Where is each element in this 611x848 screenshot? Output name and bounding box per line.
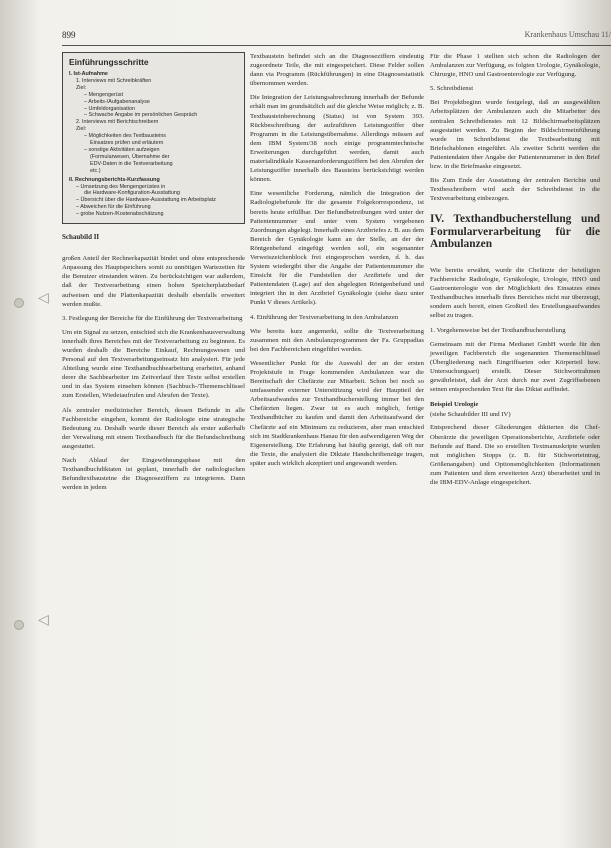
einfuehrungsschritte-box	[62, 52, 245, 224]
paragraph: 1. Vorgehensweise bei der Texthandbucherstellung	[430, 326, 566, 334]
paragraph: Wie bereits erwähnt, wurde die Chefärzte der beteiligten Fachbereiche Radiologie, Gynäkologie, Urologie, HNO und Gastroenterologie von der Möglichkeit des Einsatzes eines Texthandbuches innerhalb ihres Bereiches nicht nur überzeugt, sondern auch bereit, einen Großteil des Erstellungsaufwandes selbst zu tragen.	[430, 267, 600, 320]
paragraph: Bis Zum Ende der Ausstattung der zentralen Berichte und Textbeschreibern wird auch der Schreibdienst in die Textverarbeitung einbezogen.	[430, 177, 600, 203]
box-list-item: Ziel:	[76, 126, 87, 133]
box-list-item: – Mengengerüst	[84, 91, 123, 98]
paragraph: großen Anteil der Rechnerkapazität bindet und ohne entsprechende Anpassung des Hauptspeichers somit zu unnötigen Wartezeiten für die Benutzer einstanden wären. Zu berücksichtigen war außerdem, daß der Textverarbeitung einen hohen Speicherplatzbedarf aufweisen und die Plattenkapazität deshalb ebenfalls erweitert werden mußte.	[62, 255, 245, 308]
margin-mark: ◁	[38, 291, 49, 306]
paragraph: 4. Einführung der Textverarbeitung in den Ambulanzen	[250, 313, 399, 321]
box-list-item: – Umfeldorganisation	[84, 105, 135, 112]
column-1	[62, 52, 245, 497]
box-list-item: Ziel:	[76, 84, 87, 91]
box-list-item: – Möglichkeiten des Textbausteins	[84, 133, 167, 140]
example-title: Beispiel Urologie	[430, 401, 479, 409]
column-3-final-paragraph: Entsprechend dieser Gliederungen diktierten die Chef-Oberärzte die jeweiligen Operationsberichte, Arztbriefe oder Befunde auf Band. Die so erstellten Textmanuskripte wurden mit möglichen Stopps (z. B. für Stichworteintrag, Größenangaben) und Optionsmöglichkeiten (Informationen zum Patienten und dem erweiterten Arzt) überarbeitet und in die IBM-EDV-Anlage eingespeichert.	[430, 424, 600, 486]
header-rule	[62, 45, 611, 46]
column-3	[430, 52, 600, 487]
paragraph: Die Integration der Leistungsabrechnung innerhalb der Befunde erhält man im grundsätzlich auf die gleiche Weise möglich; z. B. Textbausteinberechnung (Status) ist von System 393. Rückbeschreibung der aufzuführen Leistungsziffer über Programm in die Leistungsübernahme. Allerdings müssen auf dem IBM System/38 noch einige programmtechnische Erweiterungen durchgeführt werden, damit auch materialindikale Kassenanforderungsziffern bei den Abrufen der Leistungsziffer innerhalb des Bausteins berücksichtigt werden können.	[250, 94, 424, 184]
column-3-text-top	[430, 52, 600, 203]
box-list-item: – Schwache Angabe im persönlichen Gespräch	[84, 112, 198, 119]
paragraph: Für die Phase 1 stellten sich schon die Radiologen der Ambulanzen zur Verfügung, es folgten Urologie, Gynäkologie, Chirurgie, HNO und Gastroenterologie zur Verfügung.	[430, 53, 600, 79]
paragraph: Textbaustein befindet sich an die Diagnoseziffern eindeutig zugeordnete Teile, die mit eingespeichert. Diese Felder sollen dann via Programm (Rückführungen) in eine Diagnosestatistik übernommen werden.	[250, 53, 424, 88]
paragraph: Eine wesentliche Forderung, nämlich die Integration der Radiologiebefunde für die gesamte Folgekorrespondenz, ist bereits heute erfüllbar. Der Befundbetreibungen wird unter der Patientennummer und unter vom System vergebenen Zuordnungen abgelegt. Innerhalb eines Arztbriefes z. B. aus dem Bereich der Gynäkologie kann an der Stelle, an der der Röntgenbefund eingefügt werden soll, ein sogenannter Verweiszeichenblock frei eingesprochen werden, d. h. das System wiedergibt über die Angabe der Patientennummer die Einsicht für die Fundstellen der Arztbriefe und der Patientendaten (Lage) auf den abgelegten Röntgenbefund und integriert ihn in den Arztbrief Gynäkologie (siehe dazu unter Punkt V dieses Artikels).	[250, 190, 425, 307]
box-list-item: etc.)	[90, 167, 101, 174]
margin-mark: ◁	[38, 613, 49, 628]
punch-hole	[14, 298, 24, 308]
paragraph: Wesentlicher Punkt für die Auswahl der an der ersten Projektstufe in Frage kommenden Ambulanzen war die Bereitschaft der Chefärzte zur Mitarbeit. Schon bei noch so umfassender externer Unterstützung wird der Hauptteil der Arbeitsaufwandes zur Texthandbucherstellung immer bei den Chefärzten liegen. Zwar ist es auch möglich, fertige Texthandbücher zu kaufen und damit den Arbeitsaufwand der Chefärzte auf ein Minimum zu reduzieren, aber man entschied sich im Stadtkrankenhaus Hanau für den aufwendigeren Weg der Eigenerstellung. Die Erfahrung hat häufig gezeigt, daß oft nur die Texte, die analysiert die Diktate Handschriftenzüge tragen, später auch wirklich akzeptiert und angewandt werden.	[250, 359, 424, 467]
column-3-text-middle	[430, 266, 600, 394]
paragraph: 3. Festlegung der Bereiche für die Einführung der Textverarbeitung	[62, 314, 243, 322]
box-list-item: – Arbeits-/Aufgabenanalyse	[84, 98, 150, 105]
running-head: Krankenhaus Umschau 11/	[524, 30, 611, 39]
column-1-text	[62, 254, 245, 492]
paragraph: Um ein Signal zu setzen, entschied sich die Krankenhausverwaltung innerhalb ihres Bereiches mit der Textverarbeitung zu beginnen. Es wurden deshalb die Bereiche Einkauf, Rechnungswesen und Personal auf den Textverarbeitungseinsatz hin analysiert. Für jede Abteilung wurde eine Texthandbuchbearbeitung erarbeitet, anhand derer die Sachbearbeiter im Zeitverlauf ihre Texte selbst erstellen und in das System einsehen können (Sachbuch-/Themenschlüssel zum Erstellen, Wiedeiaufrufen und Abrufen der Texte).	[62, 328, 245, 400]
box-list-item: (Formularwesen, Übernahme der	[90, 153, 170, 160]
paragraph: Gemeinsam mit der Firma Medianet GmbH wurde für den jeweiligen Fachbereich die sogenannten Themenschlüssel (Übergliederung nach Eingriffsarten oder Körperteil bzw. Untersuchungsart) erstellt. Dieser Stichwortrahmen gewährleistet, daß der Arzt durch nur zwei Zugriffsebenen seinen entsprechenden Text für das Diktat auffindet.	[430, 340, 600, 394]
figure-caption: Schaubild II	[62, 233, 100, 242]
section-heading-iv: IV. Texthandbucherstellung und Formularverarbeitung für die Ambulanzen	[430, 213, 600, 250]
box-list-item: – Abweichen für die Einführung	[76, 204, 151, 211]
box-section-heading: I. Ist-Aufnahme	[69, 71, 108, 77]
box-list-item: – grobe Nutzen-/Kostenabschätzung	[76, 211, 164, 218]
box-title: Einführungsschritte	[69, 57, 149, 67]
box-list-item: – Umsetzung des Mengengerüstes in	[76, 183, 166, 190]
column-2-text	[250, 52, 424, 468]
box-list-item: die Hardware-Konfiguration-Ausstattung	[84, 190, 180, 197]
punch-hole	[14, 620, 24, 630]
page-header	[62, 30, 611, 44]
box-section-heading: II. Rechnungsberichts-Kurzfassung	[69, 176, 160, 183]
box-list-item: 1. Interviews mit Schreibkräften	[76, 77, 152, 84]
box-list-item: – Übersicht über die Hardware-Ausstattung im Arbeitsplatz	[76, 197, 216, 204]
box-list-item: EDV-Daten in die Textverarbeitung	[90, 160, 173, 167]
paragraph: 5. Schreibdienst	[430, 85, 474, 93]
paragraph: Nach Ablauf der Eingewöhnungsphase mit den Texthandbuchdiktaten ist geplant, innerhalb der radiologischen Befundtextbausteine die Diagnoseziffern zu integrieren. Dann werden in jedem	[62, 457, 245, 492]
box-list-item: – sonstige Aktivitäten aufzeigen	[84, 146, 160, 153]
box-list-item: 2. Interviews mit Berichtschreibern	[76, 119, 159, 126]
box-body	[69, 71, 239, 218]
box-list-item: Einsatzes prüfen und erläutern	[90, 140, 164, 147]
page-number: 899	[62, 30, 76, 40]
paragraph: Als zentraler medizinischer Bereich, dessen Befunde in alle Fachbereiche eingehen, kommt der Radiologie eine strategische Bedeutung zu. Deshalb wurde dieser Bereich als erster außerhalb der Verwaltung mit einem Texthandbuch für die Befundschreibung ausgestattet.	[62, 406, 245, 450]
paragraph: Wie bereits kurz angemerkt, sollte die Textverarbeitung zusammen mit den Ambulanzprogrammen der Fa. Gruppadias bei den Fachbereichen eingeführt werden.	[250, 327, 424, 353]
example-reference: (siehe Schaubilder III und IV)	[430, 411, 511, 419]
column-2	[250, 52, 424, 473]
paragraph: Bei Projektbeginn wurde festgelegt, daß an ausgewählten Arbeitsplätzen der Ambulanzen auch die Mitarbeiter des zentralen Schreibdienstes mit 12 Bildschirmarbeitsplätzen ausgestattet werden. Zu Beginn der Bildschirmeinführung wurde im Schreibdienst die Textbearbeitung mit Briefschablonen eingeführt. Als zweiter Schritt werden die Patientendaten über Angabe der Patientennummer in den Brief bzw. in die Briefmaske eingesetzt.	[430, 99, 600, 171]
